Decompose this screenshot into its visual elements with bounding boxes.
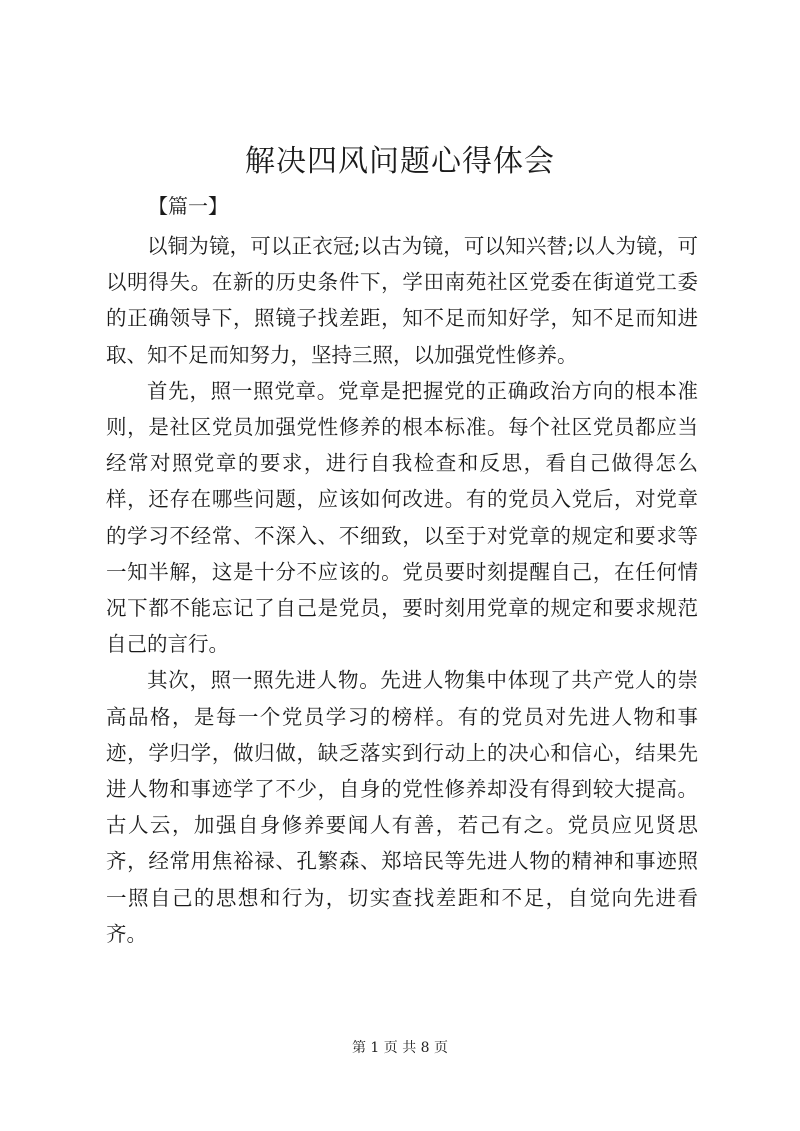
document-title: 解决四风问题心得体会 [245,144,555,179]
paragraph-1: 以铜为镜，可以正衣冠;以古为镜，可以知兴替;以人为镜，可以明得失。在新的历史条件下，学田南苑社区党委在街道党工委的正确领导下，照镜子找差距，知不足而知好学，知不足而知进取、知不足而知努力，坚持三照，以加强党性修养。 [106,234,698,367]
paragraph-3: 其次，照一照先进人物。先进人物集中体现了共产党人的崇高品格，是每一个党员学习的榜样。有的党员对先进人物和事迹，学归学，做归做，缺乏落实到行动上的决心和信心，结果先进人物和事迹学了不少，自身的党性修养却没有得到较大提高。古人云，加强自身修养要闻人有善，若己有之。党员应见贤思齐，经常用焦裕禄、孔繁森、郑培民等先进人物的精神和事迹照一照自己的思想和行为，切实查找差距和不足，自觉向先进看齐。 [106,668,698,946]
paragraph-2: 首先，照一照党章。党章是把握党的正确政治方向的根本准则，是社区党员加强党性修养的根本标准。每个社区党员都应当经常对照党章的要求，进行自我检查和反思，看自己做得怎么样，还存在哪些问题，应该如何改进。有的党员入党后，对党章的学习不经常、不深入、不细致，以至于对党章的规定和要求等一知半解，这是十分不应该的。党员要时刻提醒自己，在任何情况下都不能忘记了自己是党员，要时刻用党章的规定和要求规范自己的言行。 [106,378,698,657]
page-footer: 第 1 页 共 8 页 [351,1040,449,1056]
document-body [106,228,698,952]
section-label: 【篇一】 [148,194,228,218]
